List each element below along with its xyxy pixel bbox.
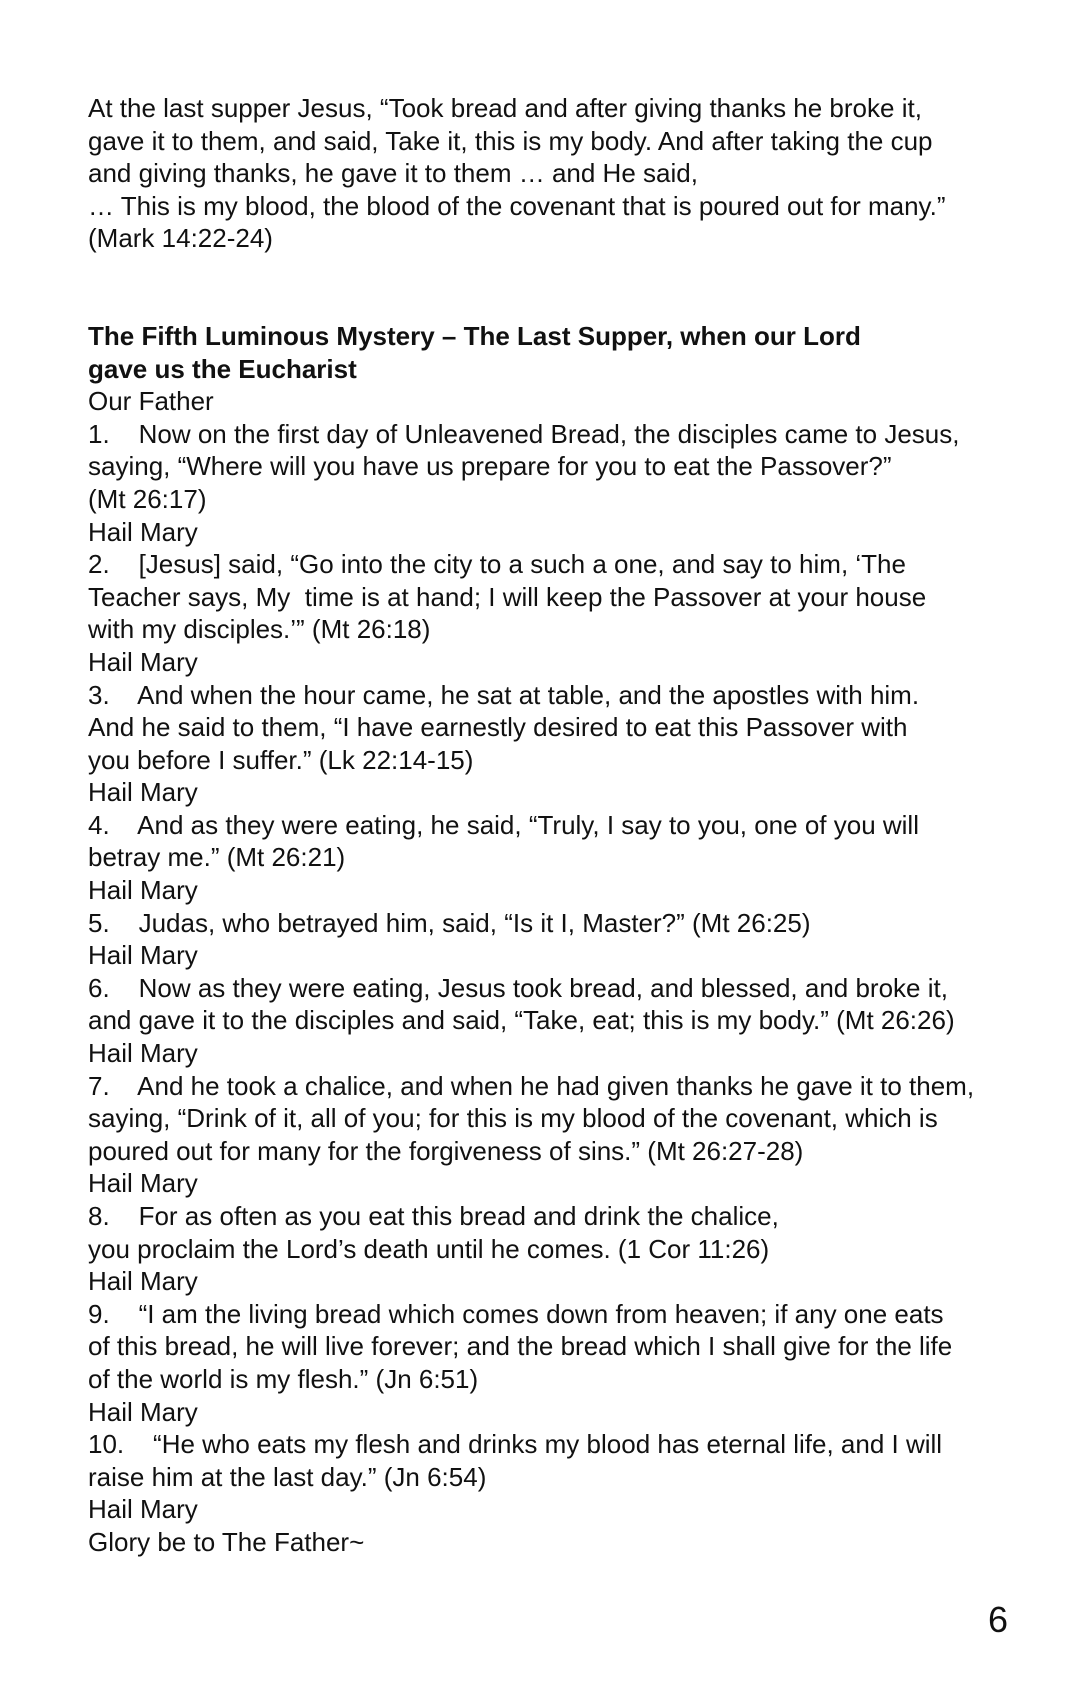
decade-line: 4. And as they were eating, he said, “Truly, I say to you, one of you will <box>88 809 919 840</box>
decade-line: you proclaim the Lord’s death until he comes. (1 Cor 11:26) <box>88 1233 770 1264</box>
decade-line: you before I suffer.” (Lk 22:14-15) <box>88 744 474 775</box>
glory-be-prayer: Glory be to The Father~ <box>88 1526 365 1557</box>
intro-line: At the last supper Jesus, “Took bread and after giving thanks he broke it, <box>88 93 922 123</box>
hail-mary-prayer: Hail Mary <box>88 516 198 547</box>
decade-line: poured out for many for the forgiveness of sins.” (Mt 26:27-28) <box>88 1135 804 1166</box>
decade-line: 2. [Jesus] said, “Go into the city to a such a one, and say to him, ‘The <box>88 549 906 580</box>
decade-line: 7. And he took a chalice, and when he had given thanks he gave it to them, <box>88 1070 975 1101</box>
decade-line: 5. Judas, who betrayed him, said, “Is it I, Master?” (Mt 26:25) <box>88 907 811 938</box>
intro-line: … This is my blood, the blood of the covenant that is poured out for many.” <box>88 190 946 221</box>
mystery-heading <box>88 320 1028 385</box>
decade-line: And he said to them, “I have earnestly desired to eat this Passover with <box>88 712 908 743</box>
intro-line: and giving thanks, he gave it to them … and He said, <box>88 158 698 189</box>
decade-line: 8. For as often as you eat this bread and drink the chalice, <box>88 1201 779 1231</box>
intro-line: gave it to them, and said, Take it, this is my body. And after taking the cup <box>88 125 933 156</box>
mystery-body <box>88 385 1028 1558</box>
decade-line: betray me.” (Mt 26:21) <box>88 842 346 873</box>
hail-mary-prayer: Hail Mary <box>88 1168 198 1199</box>
hail-mary-prayer: Hail Mary <box>88 1494 198 1525</box>
decade-line: with my disciples.’” (Mt 26:18) <box>88 614 431 645</box>
document-page <box>88 92 1028 1559</box>
decade-line: saying, “Where will you have us prepare for you to eat the Passover?” <box>88 451 892 482</box>
decade-line: of this bread, he will live forever; and the bread which I shall give for the life <box>88 1331 953 1362</box>
decade-line: raise him at the last day.” (Jn 6:54) <box>88 1461 487 1492</box>
page-number: 6 <box>988 1599 1009 1640</box>
hail-mary-prayer: Hail Mary <box>88 777 198 808</box>
heading-line: The Fifth Luminous Mystery – The Last Supper, when our Lord <box>88 320 861 351</box>
hail-mary-prayer: Hail Mary <box>88 1396 198 1427</box>
decade-line: (Mt 26:17) <box>88 483 207 514</box>
decade-line: Teacher says, My time is at hand; I will keep the Passover at your house <box>88 581 927 612</box>
intro-paragraph <box>88 92 1028 255</box>
hail-mary-prayer: Hail Mary <box>88 1038 198 1069</box>
hail-mary-prayer: Hail Mary <box>88 875 198 906</box>
hail-mary-prayer: Hail Mary <box>88 646 198 677</box>
decade-line: 10. “He who eats my flesh and drinks my blood has eternal life, and I will <box>88 1429 943 1460</box>
hail-mary-prayer: Hail Mary <box>88 940 198 971</box>
hail-mary-prayer: Hail Mary <box>88 1266 198 1297</box>
our-father-prayer: Our Father <box>88 386 214 417</box>
decade-line: saying, “Drink of it, all of you; for this is my blood of the covenant, which is <box>88 1103 938 1134</box>
decade-line: 1. Now on the first day of Unleavened Bread, the disciples came to Jesus, <box>88 418 960 449</box>
intro-line: (Mark 14:22-24) <box>88 223 273 254</box>
decade-line: 6. Now as they were eating, Jesus took bread, and blessed, and broke it, <box>88 972 948 1003</box>
decade-line: and gave it to the disciples and said, “Take, eat; this is my body.” (Mt 26:26) <box>88 1005 955 1036</box>
decade-line: 9. “I am the living bread which comes down from heaven; if any one eats <box>88 1298 944 1329</box>
decade-line: of the world is my flesh.” (Jn 6:51) <box>88 1363 479 1394</box>
decade-line: 3. And when the hour came, he sat at table, and the apostles with him. <box>88 679 920 710</box>
heading-line: gave us the Eucharist <box>88 353 357 384</box>
